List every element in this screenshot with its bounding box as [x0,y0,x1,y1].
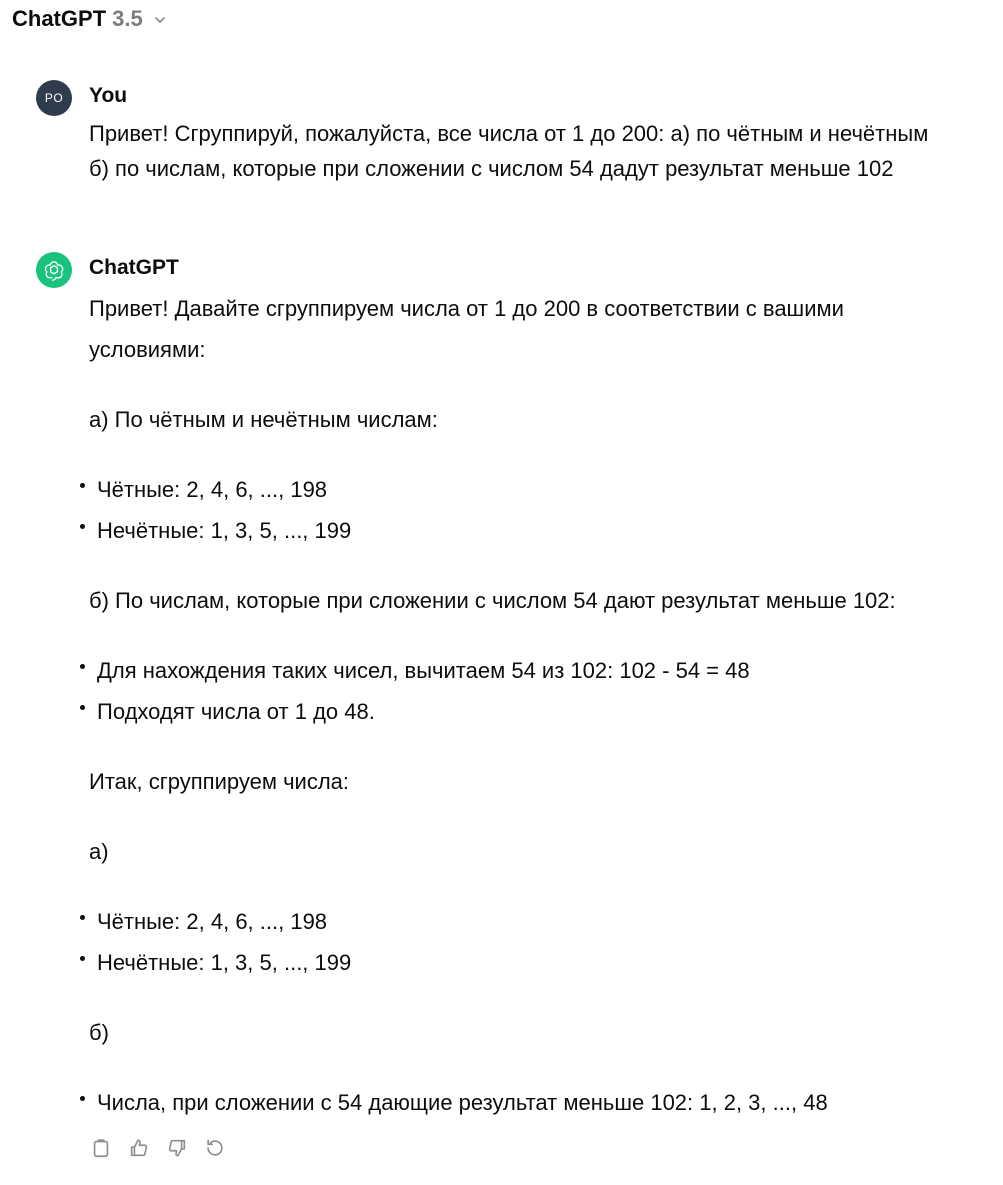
copy-icon [90,1137,112,1159]
assistant-avatar [36,252,72,288]
model-name: ChatGPT [12,6,107,31]
thumbs-down-icon [166,1137,188,1159]
list-item: Нечётные: 1, 3, 5, ..., 199 [89,942,983,983]
model-version: 3.5 [112,6,143,31]
chevron-down-icon [153,13,167,27]
regenerate-button[interactable] [203,1136,227,1160]
section-b-title: б) По числам, которые при сложении с числом 54 дают результат меньше 102: [89,588,896,613]
thumbs-up-button[interactable] [127,1136,151,1160]
list-item: Нечётные: 1, 3, 5, ..., 199 [89,510,983,551]
thumbs-down-button[interactable] [165,1136,189,1160]
section-a-title: а) По чётным и нечётным числам: [89,407,438,432]
section-b-list [89,650,983,732]
thumbs-up-icon [128,1137,150,1159]
model-selector[interactable] [12,4,167,34]
list-item: Чётные: 2, 4, 6, ..., 198 [89,469,983,510]
copy-button[interactable] [89,1136,113,1160]
summary-a-label: а) [89,839,109,864]
summary-b-list [89,1082,983,1123]
user-avatar-initials: PO [44,91,64,105]
assistant-message-body [89,288,983,1123]
list-item: Подходят числа от 1 до 48. [89,691,983,732]
assistant-author-label: ChatGPT [89,256,179,279]
user-message-line: б) по числам, которые при сложении с числом 54 дадут результат меньше 102 [89,156,894,181]
user-message [36,80,983,190]
assistant-intro-line: условиями: [89,337,206,362]
summary-a-list [89,901,983,983]
regenerate-icon [204,1137,226,1159]
summary-b-label: б) [89,1020,109,1045]
openai-logo-icon [43,259,65,281]
list-item: Для нахождения таких чисел, вычитаем 54 из 102: 102 - 54 = 48 [89,650,983,691]
assistant-intro-line: Привет! Давайте сгруппируем числа от 1 до 200 в соответствии с вашими [89,296,844,321]
list-item: Числа, при сложении с 54 дающие результат меньше 102: 1, 2, 3, ..., 48 [89,1082,983,1123]
user-message-text [89,116,983,186]
user-avatar [36,80,72,116]
summary-title: Итак, сгруппируем числа: [89,769,350,794]
assistant-message [36,252,983,1122]
user-author-label: You [89,84,128,107]
list-item: Чётные: 2, 4, 6, ..., 198 [89,901,983,942]
user-message-line: Привет! Сгруппируй, пожалуйста, все числа от 1 до 200: а) по чётным и нечётным [89,121,929,146]
section-a-list [89,469,983,551]
message-actions [89,1136,227,1160]
